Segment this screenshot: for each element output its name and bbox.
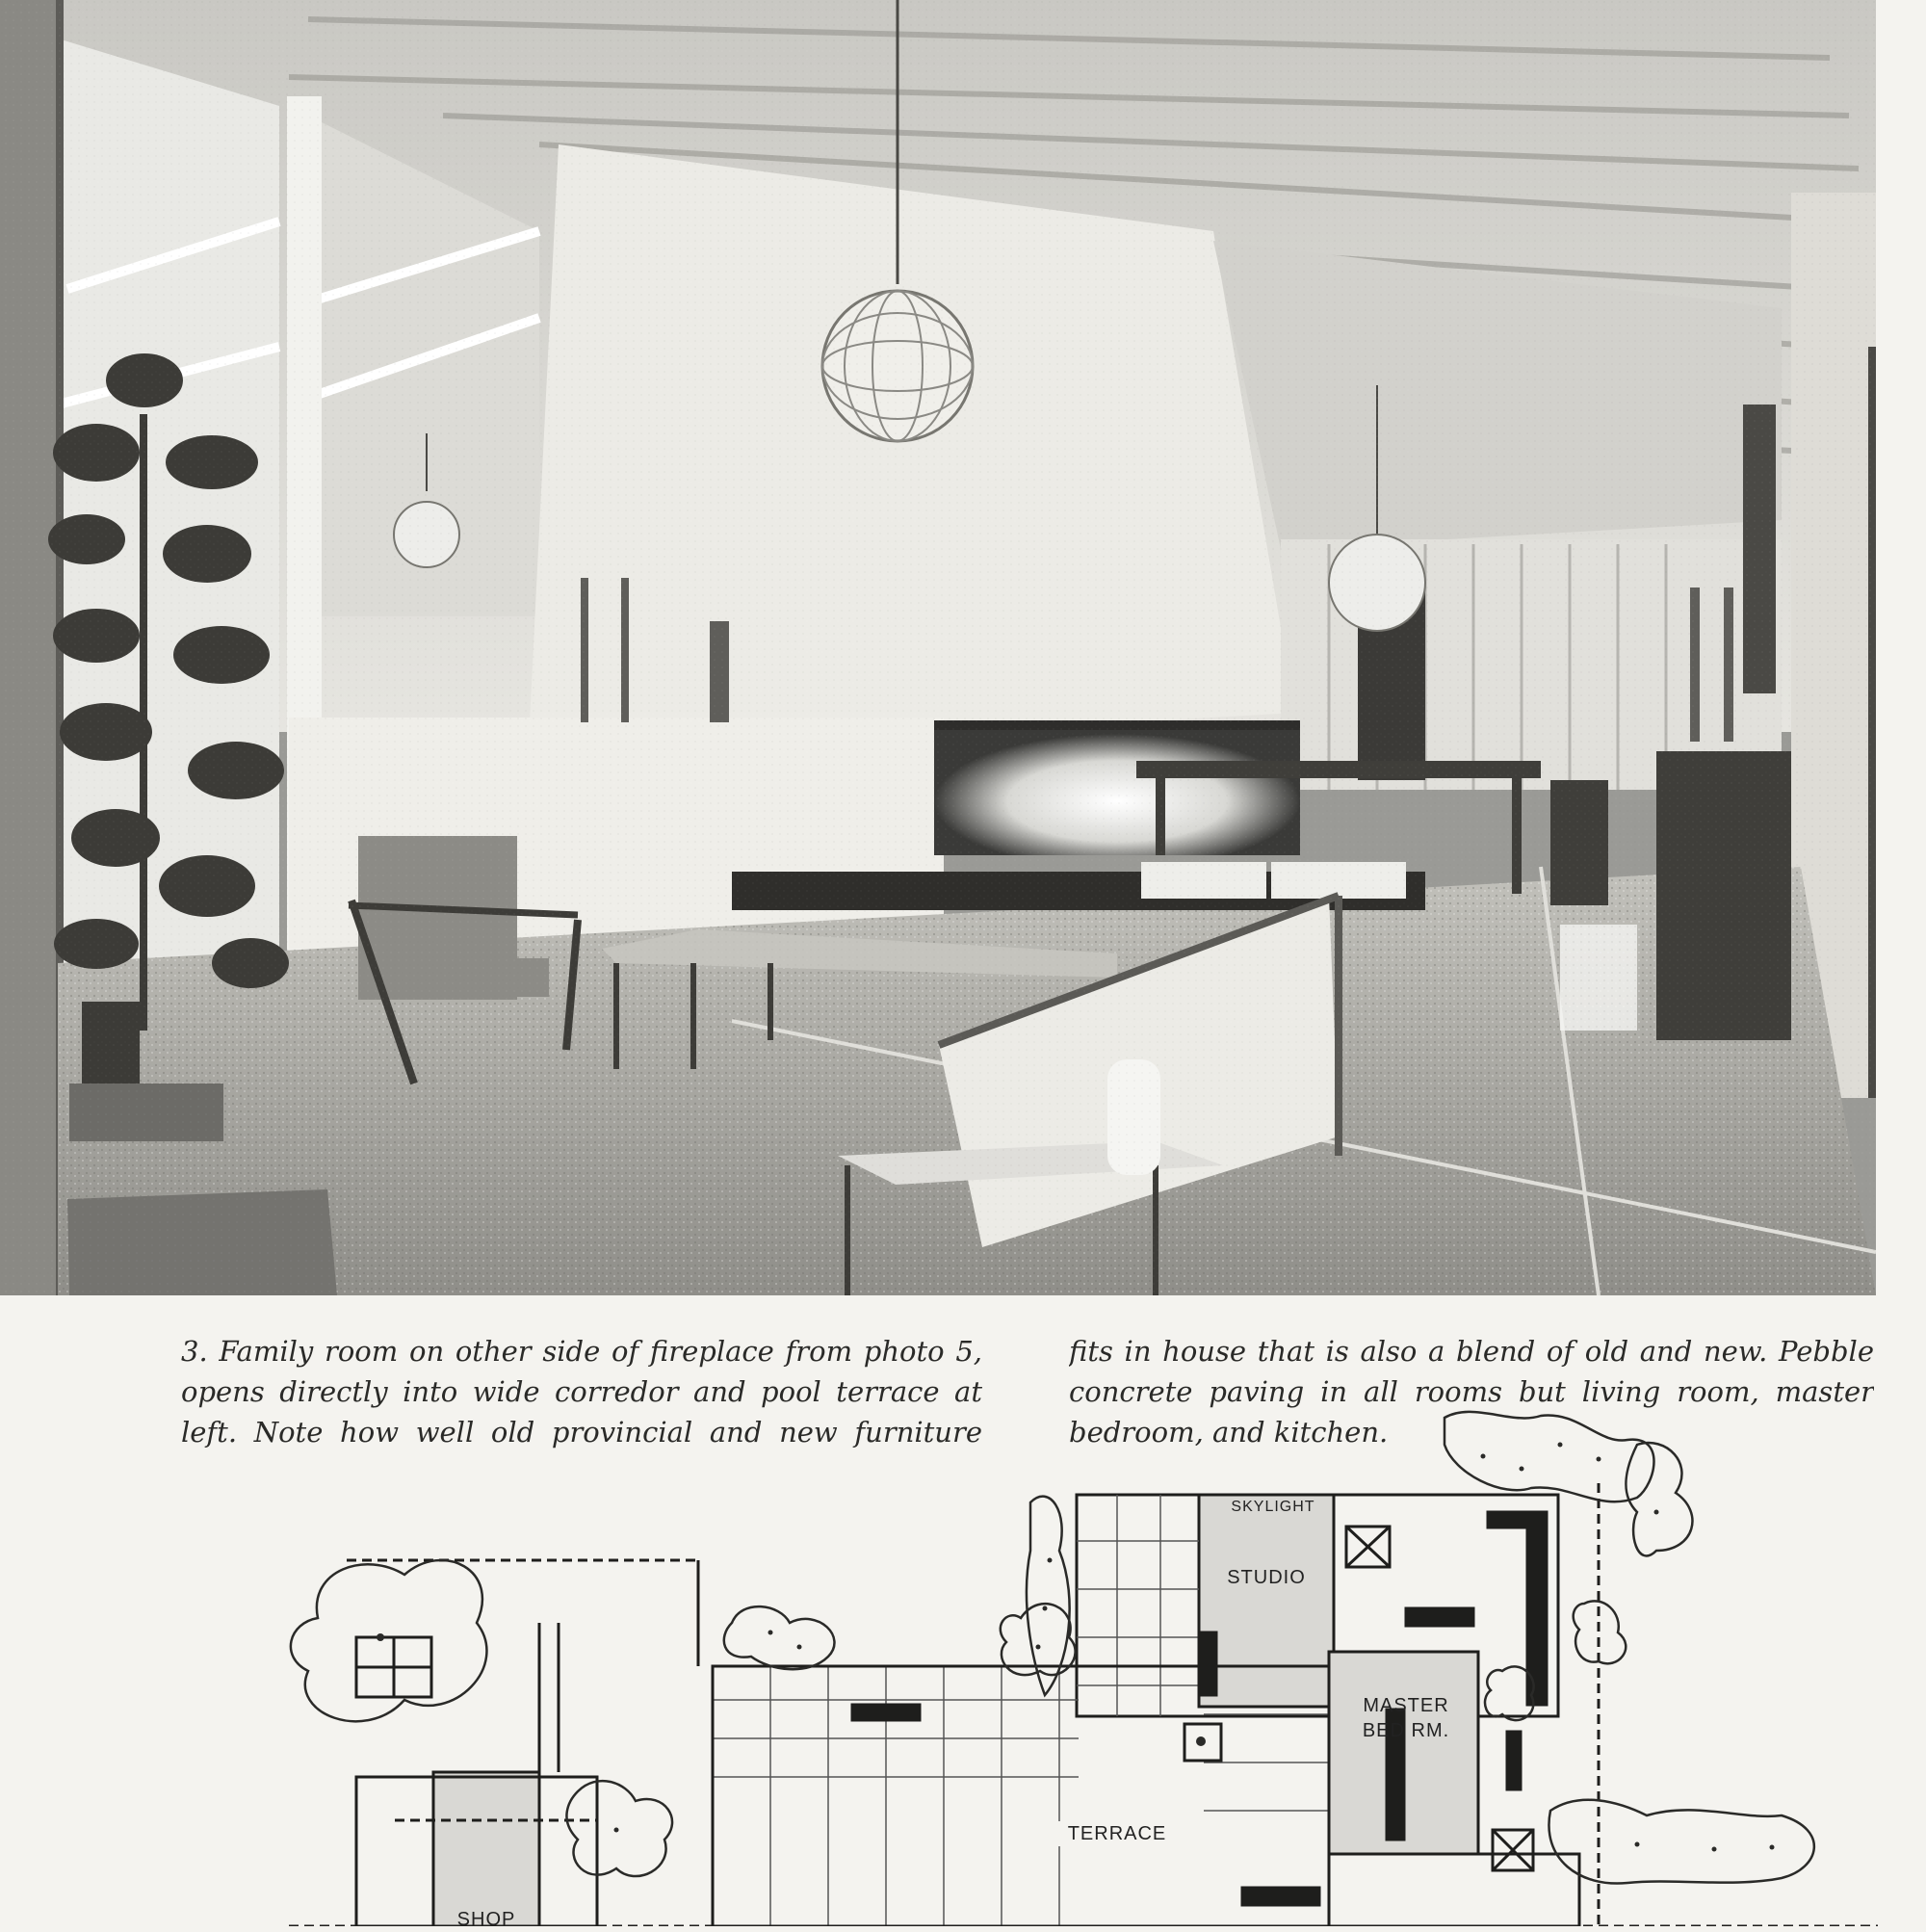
caption-line: fits in house that is also a blend of old and new. Pebble xyxy=(1069,1335,1874,1368)
plan-label-terrace: TERRACE xyxy=(1054,1821,1180,1846)
caption-line: concrete paving in all rooms but living room, master xyxy=(1069,1375,1874,1408)
floor-plan xyxy=(0,1406,1926,1930)
caption-line: bedroom, and kitchen. xyxy=(1069,1416,1389,1449)
floor-plan-drawing xyxy=(0,1406,1926,1926)
plan-label-master-line2: BED RM. xyxy=(1362,1720,1450,1741)
caption-line: left. Note how well old provincial and new furniture xyxy=(181,1416,982,1449)
plan-label-master-line1: MASTER xyxy=(1363,1695,1449,1716)
plan-label-skylight: SKYLIGHT xyxy=(1231,1499,1315,1515)
plan-label-studio: STUDIO xyxy=(1227,1567,1306,1588)
caption-line: opens directly into wide corredor and pool terrace at xyxy=(181,1375,982,1408)
plan-label-shop: SHOP xyxy=(456,1909,516,1930)
caption-line: 3. Family room on other side of fireplace from photo 5, xyxy=(181,1335,982,1368)
